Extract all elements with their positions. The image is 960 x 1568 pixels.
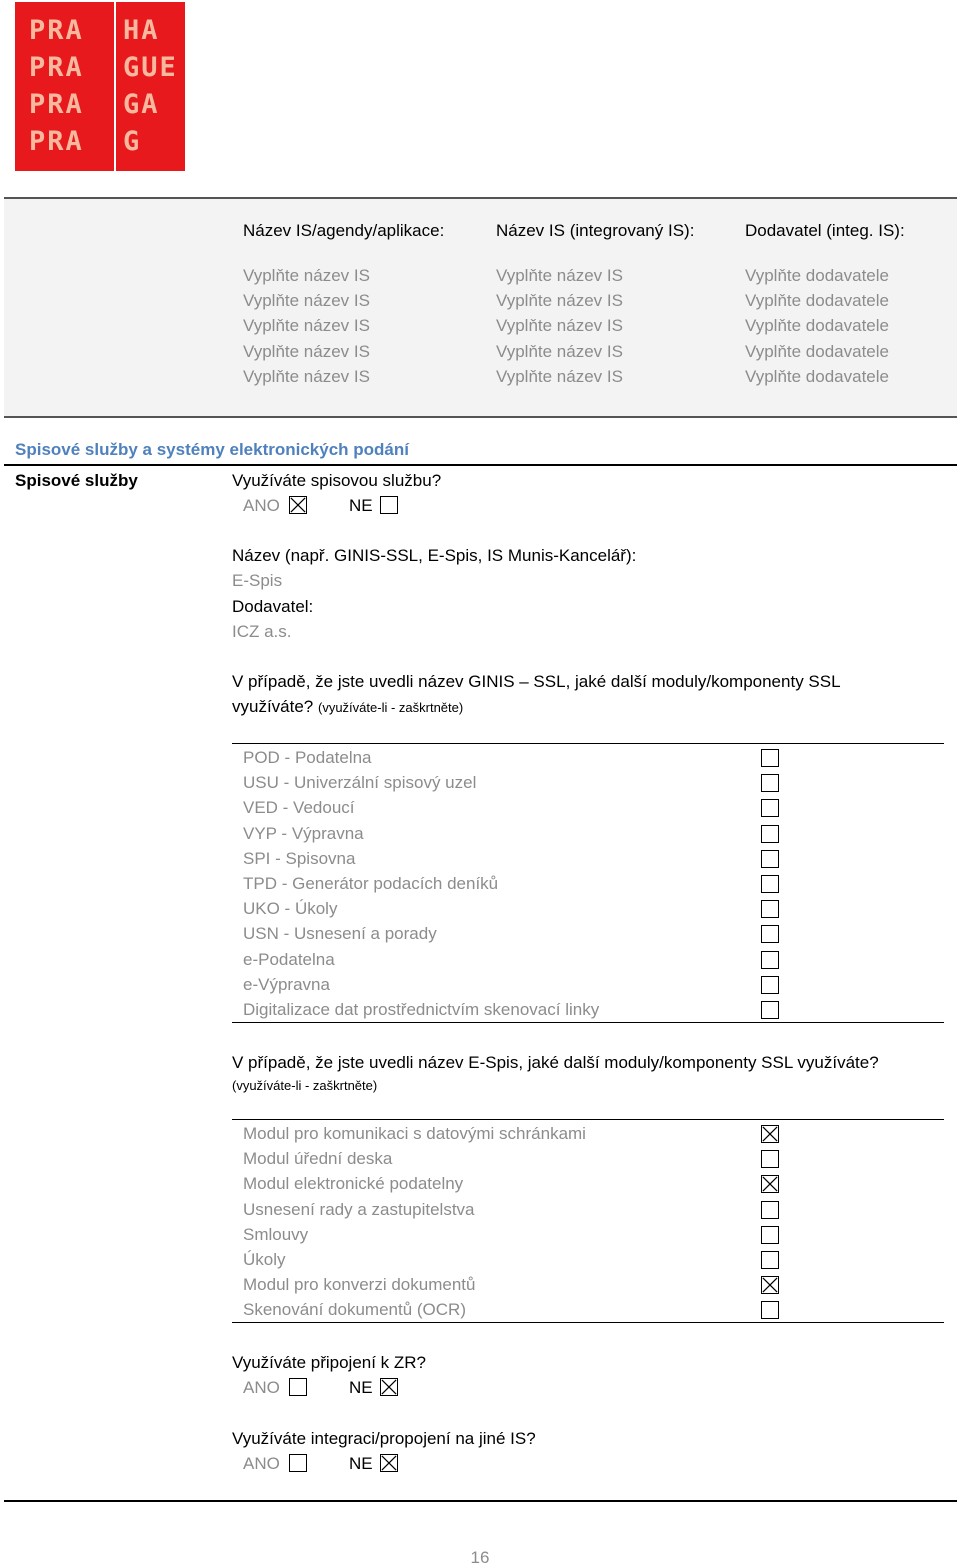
ginis-question-line2: [232, 697, 463, 718]
ne-label: NE: [349, 1454, 373, 1473]
supplier-cell[interactable]: Vyplňte dodavatele: [745, 266, 889, 285]
is-name-cell[interactable]: Vyplňte název IS: [243, 366, 370, 386]
is-integrated-cell[interactable]: Vyplňte název IS: [496, 266, 623, 285]
name-value[interactable]: E-Spis: [232, 571, 283, 590]
module-checkbox[interactable]: [761, 900, 779, 918]
is-integrated-cell[interactable]: Vyplňte název IS: [496, 291, 623, 311]
module-checkbox[interactable]: [761, 825, 779, 843]
is-integrated-cell[interactable]: Vyplňte název IS: [496, 341, 623, 361]
logo-row: [15, 12, 185, 49]
ano-label: ANO: [243, 1454, 280, 1473]
logo-divider: [114, 2, 116, 171]
module-checkbox[interactable]: [761, 850, 779, 868]
module-checkbox[interactable]: [761, 799, 779, 817]
question-integration: Využíváte integraci/propojení na jiné IS?: [232, 1429, 536, 1448]
logo-text: GUE: [123, 52, 178, 83]
logo-text: PRA: [29, 89, 84, 120]
module-checkbox[interactable]: [761, 749, 779, 767]
ano-label: ANO: [243, 1378, 280, 1397]
module-label: USU - Univerzální spisový uzel: [243, 773, 477, 793]
logo-text: HA: [123, 15, 160, 46]
espis-hint: (využíváte-li - zaškrtněte): [232, 1078, 378, 1093]
module-label: Modul elektronické podatelny: [243, 1174, 464, 1194]
module-checkbox[interactable]: [761, 925, 779, 943]
is-name-cell[interactable]: Vyplňte název IS: [243, 266, 370, 285]
supplier-cell[interactable]: Vyplňte dodavatele: [745, 341, 889, 361]
ginis-table-bottom-rule: [232, 1022, 944, 1023]
module-label: Digitalizace dat prostřednictvím skenovací linky: [243, 1000, 600, 1019]
module-checkbox[interactable]: [761, 1301, 779, 1319]
ano-checkbox[interactable]: [289, 1454, 307, 1472]
logo-text: G: [123, 126, 142, 157]
ginis-question-line1: V případě, že jste uvedli název GINIS – SSL, jaké další moduly/komponenty SSL: [232, 672, 841, 691]
logo-row: [15, 86, 185, 123]
is-integrated-cell[interactable]: Vyplňte název IS: [496, 316, 623, 336]
supplier-cell[interactable]: Vyplňte dodavatele: [745, 366, 889, 386]
espis-question: V případě, že jste uvedli název E-Spis, jaké další moduly/komponenty SSL využíváte?: [232, 1053, 879, 1072]
footer-divider: [4, 1500, 957, 1502]
module-label: USN - Usnesení a porady: [243, 924, 437, 944]
module-checkbox[interactable]: [761, 951, 779, 969]
is-name-cell[interactable]: Vyplňte název IS: [243, 291, 370, 311]
ne-checkbox[interactable]: [380, 1454, 398, 1472]
module-checkbox[interactable]: [761, 1175, 779, 1193]
module-checkbox[interactable]: [761, 1251, 779, 1269]
logo-row: [15, 123, 185, 160]
module-label: POD - Podatelna: [243, 748, 372, 767]
module-checkbox[interactable]: [761, 976, 779, 994]
name-label: Název (např. GINIS-SSL, E-Spis, IS Munis-Kancelář):: [232, 546, 637, 565]
module-label: UKO - Úkoly: [243, 899, 338, 919]
question-spis: Využíváte spisovou službu?: [232, 471, 442, 490]
module-label: Smlouvy: [243, 1224, 309, 1244]
module-label: e-Podatelna: [243, 949, 335, 969]
module-checkbox[interactable]: [761, 1150, 779, 1168]
ginis-question-text: využíváte?: [232, 697, 314, 716]
module-label: Usnesení rady a zastupitelstva: [243, 1199, 475, 1219]
module-label: VED - Vedoucí: [243, 798, 355, 818]
supplier-cell[interactable]: Vyplňte dodavatele: [745, 316, 889, 336]
page-number: 16: [470, 1548, 490, 1567]
section-title: Spisové služby a systémy elektronických podání: [15, 440, 409, 459]
module-checkbox[interactable]: [761, 1001, 779, 1019]
module-label: e-Výpravna: [243, 974, 330, 994]
module-checkbox[interactable]: [761, 774, 779, 792]
module-checkbox[interactable]: [761, 1125, 779, 1143]
espis-table-top-rule: [232, 1119, 944, 1120]
module-checkbox[interactable]: [761, 1201, 779, 1219]
logo-text: PRA: [29, 52, 84, 83]
module-label: Modul úřední deska: [243, 1149, 393, 1169]
module-label: TPD - Generátor podacích deníků: [243, 874, 499, 893]
header-is-integrated: Název IS (integrovaný IS):: [496, 221, 695, 240]
module-checkbox[interactable]: [761, 1226, 779, 1244]
praha-logo: [15, 2, 185, 171]
section-divider: [4, 464, 957, 466]
is-name-cell[interactable]: Vyplňte název IS: [243, 341, 370, 361]
module-label: VYP - Výpravna: [243, 823, 364, 843]
question-zr: Využíváte připojení k ZR?: [232, 1353, 427, 1372]
ginis-table-top-rule: [232, 743, 944, 744]
supplier-cell[interactable]: Vyplňte dodavatele: [745, 291, 889, 311]
ne-label: NE: [349, 496, 373, 515]
module-label: Modul pro komunikaci s datovými schránkami: [243, 1124, 586, 1143]
supplier-label: Dodavatel:: [232, 597, 314, 616]
ne-checkbox[interactable]: [380, 496, 398, 514]
espis-table-bottom-rule: [232, 1322, 944, 1323]
logo-text: PRA: [29, 126, 84, 157]
ano-checkbox[interactable]: [289, 1378, 307, 1396]
module-label: Úkoly: [243, 1250, 286, 1269]
section-subtitle: Spisové služby: [15, 471, 138, 490]
header-supplier: Dodavatel (integ. IS):: [745, 221, 905, 240]
module-label: Modul pro konverzi dokumentů: [243, 1275, 476, 1295]
ano-label: ANO: [243, 496, 280, 515]
ano-checkbox[interactable]: [289, 496, 307, 514]
module-label: SPI - Spisovna: [243, 848, 356, 868]
ne-label: NE: [349, 1378, 373, 1397]
is-integrated-cell[interactable]: Vyplňte název IS: [496, 366, 623, 386]
supplier-value[interactable]: ICZ a.s.: [232, 622, 292, 641]
logo-text: GA: [123, 89, 160, 120]
header-is-name: Název IS/agendy/aplikace:: [243, 221, 445, 240]
logo-row: [15, 49, 185, 86]
is-name-cell[interactable]: Vyplňte název IS: [243, 316, 370, 336]
logo-text: PRA: [29, 15, 84, 46]
ginis-hint: (využíváte-li - zaškrtněte): [318, 700, 464, 715]
module-label: Skenování dokumentů (OCR): [243, 1300, 466, 1320]
module-checkbox[interactable]: [761, 1276, 779, 1294]
module-checkbox[interactable]: [761, 875, 779, 893]
ne-checkbox[interactable]: [380, 1378, 398, 1396]
